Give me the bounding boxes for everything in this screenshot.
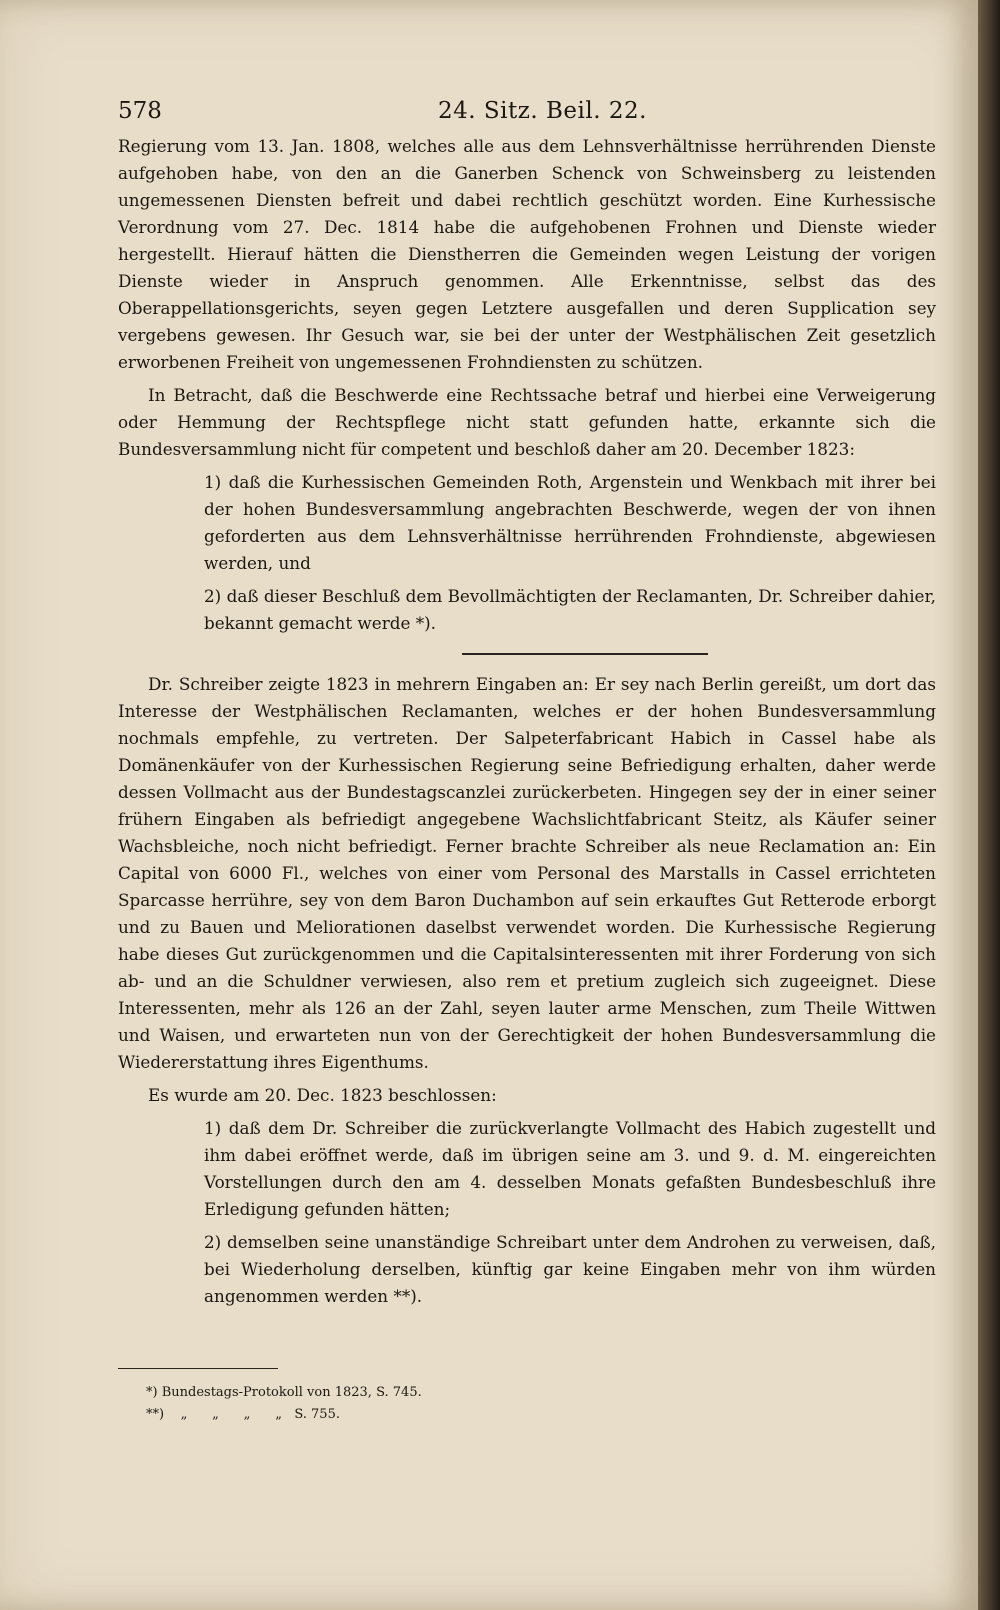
page-number: 578 <box>118 98 162 124</box>
footnote: *) Bundestags-Protokoll von 1823, S. 745. <box>146 1385 422 1400</box>
paragraph: Regierung vom 13. Jan. 1808, welches alle aus dem Lehnsverhältnisse herrührenden Dienste aufgehoben habe, von den an die Ganerben Schenck von Schweinsberg zu leistenden ungemessenen Diensten befreit und dabei rechtlich geschützt worden. Eine Kurhessische Verordnung vom 27. Dec. 1814 habe die aufgehobenen Frohnen und Dienste wieder hergestellt. Hierauf hätten die Dienstherren die Gemeinden wegen Leistung der vorigen Dienste wieder in Anspruch genommen. Alle Erkenntnisse, selbst das des Oberappellationsgerichts, seyen gegen Letztere ausgefallen und deren Supplication sey vergebens gewesen. Ihr Gesuch war, sie bei der unter der Westphälischen Zeit gesetzlich erworbenen Freiheit von ungemessenen Frohndiensten zu schützen. <box>118 136 936 372</box>
page-header <box>118 98 918 128</box>
paragraph: Es wurde am 20. Dec. 1823 beschlossen: <box>148 1085 497 1105</box>
list-item: 2) demselben seine unanständige Schreibart unter dem Androhen zu verweisen, daß, bei Wiederholung derselben, künftig gar keine Eingaben mehr von ihm würden angenommen werden **). <box>204 1232 936 1306</box>
footnote: **) „ „ „ „ S. 755. <box>146 1407 340 1422</box>
page-edge-shadow <box>978 0 1000 1610</box>
list-item: 1) daß die Kurhessischen Gemeinden Roth, Argenstein und Wenkbach mit ihrer bei der hohen Bundesversammlung angebrachten Beschwerde, wegen der von ihnen geforderten aus dem Lehnsverhältnisse herrührenden Frohndienste, abgewiesen werden, und <box>204 472 936 573</box>
list-item: 2) daß dieser Beschluß dem Bevollmächtigten der Reclamanten, Dr. Schreiber dahier, bekannt gemacht werde *). <box>204 586 936 633</box>
paragraph: In Betracht, daß die Beschwerde eine Rechtssache betraf und hierbei eine Verweigerung oder Hemmung der Rechtspflege nicht statt gefunden hatte, erkannte sich die Bundesversammlung nicht für competent und beschloß daher am 20. December 1823: <box>118 385 936 459</box>
running-head: 24. Sitz. Beil. 22. <box>438 98 647 124</box>
list-item: 1) daß dem Dr. Schreiber die zurückverlangte Vollmacht des Habich zugestellt und ihm dabei eröffnet werde, daß im übrigen seine am 3. und 9. d. M. eingereichten Vorstellungen durch den am 4. desselben Monats gefaßten Bundesbeschluß ihre Erledigung gefunden hätten; <box>204 1118 936 1219</box>
footnote-divider <box>118 1368 278 1369</box>
paragraph: Dr. Schreiber zeigte 1823 in mehrern Eingaben an: Er sey nach Berlin gereißt, um dort das Interesse der Westphälischen Reclamanten, welches er der hohen Bundesversammlung nochmals empfehle, zu vertreten. Der Salpeterfabricant Habich in Cassel habe als Domänenkäufer von der Kurhessischen Regierung seine Befriedigung erhalten, daher werde dessen Vollmacht aus der Bundestagscanzlei zurückerbeten. Hingegen sey der in einer seiner frühern Eingaben als befriedigt angegebene Wachslichtfabricant Steitz, als Käufer seiner Wachsbleiche, noch nicht befriedigt. Ferner brachte Schreiber als neue Reclamation an: Ein Capital von 6000 Fl., welches von einer vom Personal des Marstalls in Cassel errichteten Sparcasse herrühre, sey von dem Baron Duchambon auf sein erkauftes Gut Retterode erborgt und zu Bauen und Meliorationen daselbst verwendet worden. Die Kurhessische Regierung habe dieses Gut zurückgenommen und die Capitalsinteressenten mit ihrer Forderung von sich ab- und an die Schuldner verwiesen, also rem et pretium zugleich sich zugeeignet. Diese Interessenten, mehr als 126 an der Zahl, seyen lauter arme Menschen, zum Theile Wittwen und Waisen, und erwarteten nun von der Gerechtigkeit der hohen Bundesversammlung die Wiedererstattung ihres Eigenthums. <box>118 674 936 1072</box>
section-divider <box>462 653 708 655</box>
body-text <box>118 133 936 1310</box>
footnotes <box>146 1382 846 1426</box>
